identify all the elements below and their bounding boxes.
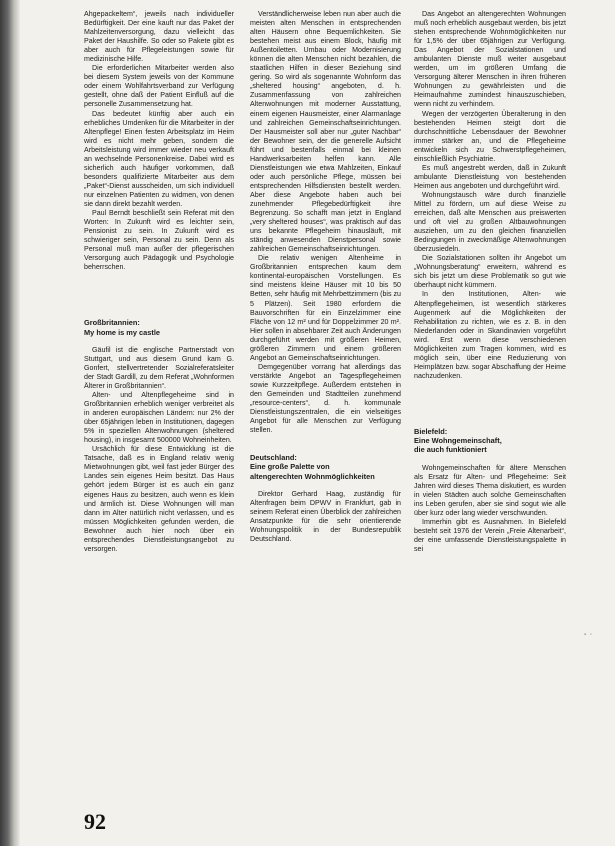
text-column-3 xyxy=(414,10,566,554)
body-paragraph: Ursächlich für diese Entwicklung ist die Tatsache, daß es in England relativ wenig Mietwohnungen gibt, weil fast jeder Bürger des Landes sein eigenes Heim besitzt. Das Haus gehört jedem Bürger ist es auch ein ganz eigenes Haus zu besitzen, auch wenn es klein und ärmlich ist. Diese Wohnungen will man dann im Alter natürlich nicht verlassen, und es müssen Möglichkeiten gefunden werden, die Bewohner auch hier noch über ein entsprechendes Dienstleistungsangebot zu versorgen. xyxy=(84,445,234,553)
section-heading xyxy=(414,427,566,455)
body-paragraph: In den Institutionen, Alten- wie Altenpflegeheimen, ist wesentlich stärkeres Augenmerk auf die Möglichkeiten der Rehabilitation zu richten, wie es z. B. in den Niederlanden oder in Skandinavien vorgeführt wird. Erst wenn diese verschiedenen Möglichkeiten zum Tragen kommen, wird es möglich sein, über eine Reduzierung von Heimplätzen bzw. sogar Abschaffung der Heime nachzudenken. xyxy=(414,290,566,380)
section-heading-line: die auch funktioniert xyxy=(414,445,487,455)
spacer xyxy=(84,272,234,318)
section-heading xyxy=(84,318,234,336)
section-heading-line: Eine große Palette von xyxy=(250,462,330,472)
spacer xyxy=(414,455,566,464)
body-paragraph: Das Angebot an altengerechten Wohnungen muß noch erheblich ausgebaut werden, bis jetzt stehen entsprechende Wohnmöglichkeiten nur für 1,5% der über 65jährigen zur Verfügung. Das Angebot der Sozialstationen und ambulanten Dienste muß weiter ausgebaut werden, um im größeren Umfang die Versorgung älterer Menschen in ihren früheren Wohnungen zu gewährleisten und die Heimaufnahme zumindest hinauszuschieben, wenn nicht zu verhindern. xyxy=(414,10,566,109)
body-paragraph: Die erforderlichen Mitarbeiter werden also bei diesem System jeweils von der Kommune oder einem Wohlfahrtsverband zur Verfügung gestellt, ohne daß der Patient Einfluß auf die personelle Zusammensetzung hat. xyxy=(84,64,234,109)
body-paragraph: Alten- und Altenpflegeheime sind in Großbritannien erheblich weniger verbreitet als in anderen europäischen Ländern: nur 2% der über 65jährigen leben in Institutionen, dagegen 5% in speziellen Altenwohnungen (sheltered housing), in insgesamt 500000 Wohneinheiten. xyxy=(84,391,234,445)
body-paragraph: Paul Berndt beschließt sein Referat mit den Worten: In Zukunft wird es leichter sein, Pensionist zu sein. In Zukunft wird es schwieriger sein, Personal zu sein. Denn als Personal muß man außer der pflegerischen Versorgung auch Pädagogik und Psychologie beherrschen. xyxy=(84,209,234,272)
section-heading-line: Deutschland: xyxy=(250,453,297,463)
section-heading-line: Bielefeld: xyxy=(414,426,448,436)
spacer xyxy=(250,435,401,453)
body-paragraph: Gäufil ist die englische Partnerstadt von Stuttgart, und aus diesem Grund kam G. Gonfert, stellvertretender Sozialreferatsleiter der Stadt Gardill, zu dem Referat „Wohnformen Älterer in Großbritannien“. xyxy=(84,345,234,390)
body-paragraph: Direktor Gerhard Haag, zuständig für Altenfragen beim DPWV in Frankfurt, gab in seinem Referat einen Überblick der zahlreichen Ansatzpunkte für die sehr orientierende Wohnungspolitik in der Bundesrepublik Deutschland. xyxy=(250,489,401,544)
body-paragraph: Wegen der verzögerten Überalterung in den bestehenden Heimen steigt dort die durchschnittliche Lebensdauer der Bewohner immer stärker an, und die Pflegeheime entwickeln sich zu Schwerstpflegeheimen, einschließlich Psychiatrie. xyxy=(414,109,566,163)
body-paragraph: Es muß angestrebt werden, daß in Zukunft ambulante Dienstleistung von bestehenden Heimen aus angeboten und durchgeführt wird. xyxy=(414,163,566,190)
body-paragraph: Wohngemeinschaften für ältere Menschen als Ersatz für Alten- und Pflegeheime: Seit Jahren wird dieses Thema diskutiert, es wurden in vielen Städten auch solche Gemeinschaften ins Leben gerufen, aber sie sind sogut wie alle über kurz oder lang wieder verschwunden. xyxy=(414,463,566,517)
text-column-2 xyxy=(250,10,401,544)
spacer xyxy=(414,381,566,427)
section-heading-line: Großbritannien: xyxy=(84,318,140,328)
body-paragraph: Die Sozialstationen sollten ihr Angebot um „Wohnungsberatung“ erweitern, während es sich bis jetzt um diese Problematik so gut wie überhaupt nicht kümmern. xyxy=(414,254,566,290)
section-heading-line: My home is my castle xyxy=(84,327,160,337)
section-heading xyxy=(250,453,401,481)
section-heading-line: Eine Wohngemeinschaft, xyxy=(414,436,502,446)
section-heading-line: altengerechten Wohnmöglichkeiten xyxy=(250,471,375,481)
book-binding-shadow xyxy=(0,0,20,846)
body-paragraph: Ahgepackeltem“, jeweils nach individueller Bedürftigkeit. Der eine kauft nur das Paket der Mahlzeitenversorgung, dazu vielleicht das Paket der Haushilfe. So oder so Pakete gibt es aber auch für Pflegeleistungen sowie für medizinische Hilfe. xyxy=(84,10,234,64)
body-paragraph: Die relativ wenigen Altenheime in Großbritannien entsprechen kaum dem kontinental-europäischen Vorstellungen. Es sind meistens kleine Häuser mit 10 bis 50 Betten, sehr häufig mit Mehrbettzimmern (bis zu 5 Plätzen). Seit 1980 erfordern die Bauvorschriften für ein Einzelzimmer eine Fläche von 12 m² und für Doppelzimmer 20 m². Hier sollen in absehbarer Zeit auch Änderungen durchgeführt werden mit größeren Heimen, größeren Zimmern und einem größeren Angebot an Gemeinschaftseinrichtungen. xyxy=(250,254,401,362)
body-paragraph: Wohnungstausch wäre durch finanzielle Mittel zu fördern, um auf diese Weise zu erreichen, daß alte Menschen aus preiswerten und oft viel zu großen Altbauwohnungen ausziehen, um zu den gleichen finanziellen Bedingungen in zweckmäßige Altenwohnungen überzusiedeln. xyxy=(414,190,566,254)
body-paragraph: Verständlicherweise leben nun aber auch die meisten alten Menschen in entsprechenden alten Häusern ohne Bequemlichkeiten. Sie bestehen meist aus einem Block, häufig mit Außentoiletten. Umbau oder Modernisierung können die alten Menschen nicht bezahlen, die staatlichen Hilfen in dieser Beziehung sind gering. So wird als sogenannte Wohnform das „sheltered housing“ angeboten, d. h. Zusammenfassung von zahlreichen Altenwohnungen mit moderner Ausstattung, einem eigenen Hausmeister, einer Alarmanlage und zahlreichen Gemeinschaftseinrichtungen. Der Hausmeister soll aber nur „guter Nachbar“ der Bewohner sein, der die generelle Aufsicht führt und bestenfalls einmal bei kleinen Handwerksarbeiten helfen kann. Alle Dienstleistungen wie etwa Mahlzeiten, Einkauf oder auch persönliche Pflege, müssen bei entsprechenden Hilfsdiensten bestellt werden. Aber diese Angebote haben auch bei zunehmender Pflegebedürftigkeit ihre Begrenzung. So schafft man jetzt in England „very sheltered houses“, was praktisch auf das uns bekannte Pflegeheim hinausläuft, mit ständig anwesenden Dienstpersonal sowie zahlreichen Gemeinschaftseinrichtungen. xyxy=(250,10,401,254)
page-number: 92 xyxy=(84,809,106,834)
margin-mark: ▪ ▫ xyxy=(584,632,593,638)
spacer xyxy=(250,481,401,490)
body-paragraph: Das bedeutet künftig aber auch ein erhebliches Umdenken für die Mitarbeiter in der Altenpflege! Einen festen Arbeitsplatz im Heim wird es nicht mehr geben, sondern die Arbeitsleistung wird immer wieder neu verkauft an wechselnde Personenkreise. Dabei wird es sicherlich auch häufiger vorkommen, daß besonders qualifizierte Mitarbeiter aus dem „Paket“-Dienst ausscheiden, um sich individuell nur einzelnen Patienten zu widmen, von denen sie dann direkt bezahlt werden. xyxy=(84,109,234,208)
body-paragraph: Immerhin gibt es Ausnahmen. In Bielefeld besteht seit 1976 der Verein „Freie Altenarbeit“, der eine umfassende Dienstleistungspalette in sei xyxy=(414,517,566,553)
spacer xyxy=(84,337,234,346)
body-paragraph: Demgegenüber vorrang hat allerdings das verstärkte Angebot an Tagespflegeheimen sowie Kurzzeitpflege. Außerdem entstehen in den Gemeinden und Stadtteilen zunehmend „resource-centers“, d. h. kommunale Dienstleistungszentralen, die ein vielseitiges Angebot für alle Menschen zur Verfügung stellen. xyxy=(250,362,401,435)
text-column-1 xyxy=(84,10,234,554)
